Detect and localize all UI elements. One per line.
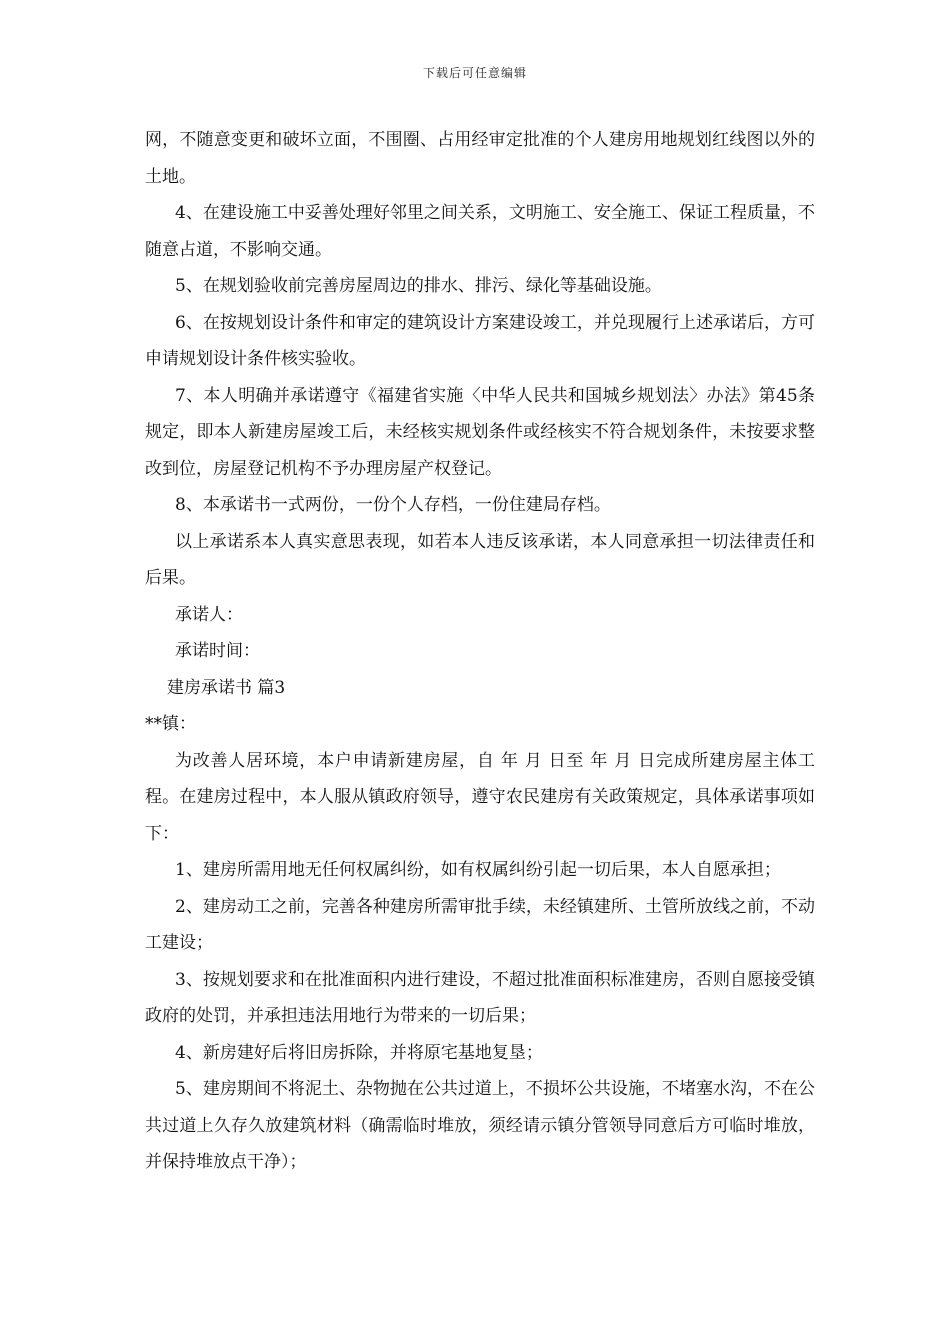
signature-date: 承诺时间： <box>175 641 260 661</box>
salutation: **镇： <box>145 714 196 734</box>
paragraph-intro: 为改善人居环境，本户申请新建房屋，自 年 月 日至 年 月 日完成所建房屋主体工程。在建房过程中，本人服从镇政府领导，遵守农民建房有关政策规定，具体承诺事项如下： <box>145 750 815 844</box>
paragraph-commitment-3: 3、按规划要求和在批准面积内进行建设，不超过批准面积标准建房，否则自愿接受镇政府的处罚，并承担违法用地行为带来的一切后果； <box>145 969 815 1026</box>
document-body <box>145 122 815 1181</box>
paragraph-commitment-2: 2、建房动工之前，完善各种建房所需审批手续，未经镇建所、土管所放线之前，不动工建设； <box>145 896 815 953</box>
paragraph-commitment-5: 5、建房期间不将泥土、杂物抛在公共过道上，不损坏公共设施，不堵塞水沟，不在公共过道上久存久放建筑材料（确需临时堆放，须经请示镇分管领导同意后方可临时堆放，并保持堆放点干净）； <box>145 1079 815 1172</box>
signature-promisor: 承诺人： <box>175 604 243 625</box>
paragraph-item-6: 6、在按规划设计条件和审定的建筑设计方案建设竣工，并兑现履行上述承诺后，方可申请规划设计条件核实验收。 <box>145 312 815 369</box>
paragraph-item-4: 4、在建设施工中妥善处理好邻里之间关系，文明施工、安全施工、保证工程质量，不随意占道，不影响交通。 <box>145 203 815 260</box>
paragraph-item-5: 5、在规划验收前完善房屋周边的排水、排污、绿化等基础设施。 <box>175 276 662 296</box>
paragraph-item-8: 8、本承诺书一式两份，一份个人存档，一份住建局存档。 <box>175 495 611 515</box>
section-heading: 建房承诺书 篇3 <box>167 677 286 698</box>
paragraph-commitment-1: 1、建房所需用地无任何权属纠纷，如有权属纠纷引起一切后果，本人自愿承担； <box>175 860 781 880</box>
paragraph-item-7: 7、本人明确并承诺遵守《福建省实施〈中华人民共和国城乡规划法〉办法》第45条规定，即本人新建房屋竣工后，未经核实规划条件或经核实不符合规划条件，未按要求整改到位，房屋登记机构不予办理房屋产权登记。 <box>145 385 815 479</box>
paragraph-declaration: 以上承诺系本人真实意思表现，如若本人违反该承诺，本人同意承担一切法律责任和后果。 <box>145 531 815 588</box>
page-header-note: 下载后可任意编辑 <box>422 66 527 80</box>
paragraph-continuation: 网，不随意变更和破坏立面，不围圈、占用经审定批准的个人建房用地规划红线图以外的土地。 <box>145 130 815 187</box>
paragraph-commitment-4: 4、新房建好后将旧房拆除，并将原宅基地复垦； <box>175 1042 543 1063</box>
